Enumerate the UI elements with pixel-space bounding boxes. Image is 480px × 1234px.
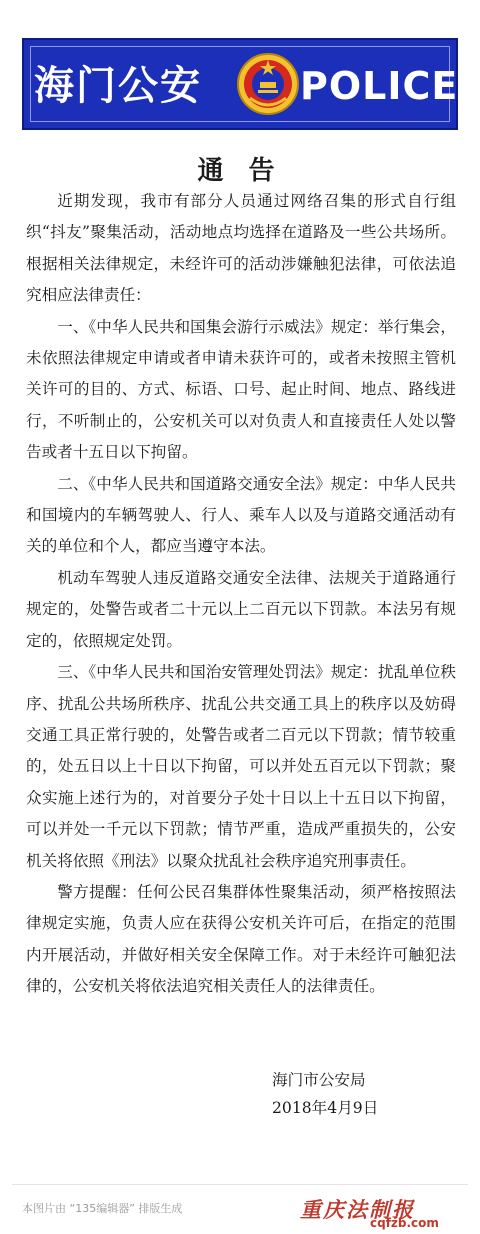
paragraph: 一、《中华人民共和国集会游行示威法》规定：举行集会，未依照法律规定申请或者申请未获许可的，或者未按照主管机关许可的目的、方式、标语、口号、起止时间、地点、路线进行，不听制止的，公安机关可以对负责人和直接责任人处以警告或者十五日以下拘留。	[26, 317, 456, 462]
police-emblem-icon	[236, 52, 300, 116]
banner-right-text: POLICE	[300, 64, 459, 108]
notice-body	[26, 186, 456, 1003]
paragraph: 三、《中华人民共和国治安管理处罚法》规定：扰乱单位秩序、扰乱公共场所秩序、扰乱公共交通工具上的秩序以及妨碍交通工具正常行驶的，处警告或者二百元以下罚款；情节较重的，处五日以上十日以下拘留，可以并处五百元以下罚款；聚众实施上述行为的，对首要分子处十日以上十五日以下拘留，可以并处一千元以下罚款；情节严重，造成严重损失的，公安机关将依照《刑法》以聚众扰乱社会秩序追究刑事责任。	[26, 663, 456, 870]
paragraph: 二、《中华人民共和国道路交通安全法》规定：中华人民共和国境内的车辆驾驶人、行人、乘车人以及与道路交通活动有关的单位和个人，都应当遵守本法。	[26, 474, 456, 556]
banner-left-text: 海门公安	[34, 63, 202, 109]
notice-title: 通 告	[197, 156, 283, 186]
police-banner	[22, 38, 458, 130]
paragraph: 机动车驾驶人违反道路交通安全法律、法规关于道路通行规定的，处警告或者二十元以上二百元以下罚款。本法另有规定的，依照规定处罚。	[26, 568, 456, 650]
footer-divider	[12, 1184, 468, 1185]
watermark-main: 重庆法制报	[300, 1197, 415, 1222]
watermark	[300, 1192, 478, 1232]
paragraph: 近期发现，我市有部分人员通过网络召集的形式自行组织“抖友”聚集活动，活动地点均选择在道路及一些公共场所。根据相关法律规定，未经许可的活动涉嫌触犯法律，可依法追究相应法律责任：	[26, 192, 456, 305]
watermark-url: cqfzb.com	[370, 1216, 439, 1230]
signature-issuer: 海门市公安局	[272, 1071, 366, 1089]
signature	[272, 1066, 378, 1122]
signature-date: 2018年4月9日	[272, 1099, 379, 1117]
footer-note: 本图片由 “135编辑器” 排版生成	[22, 1202, 183, 1215]
paragraph: 警方提醒：任何公民召集群体性聚集活动，须严格按照法律规定实施，负责人应在获得公安机关许可后，在指定的范围内开展活动，并做好相关安全保障工作。对于未经许可触犯法律的，公安机关将依法追究相关责任人的法律责任。	[26, 882, 456, 996]
